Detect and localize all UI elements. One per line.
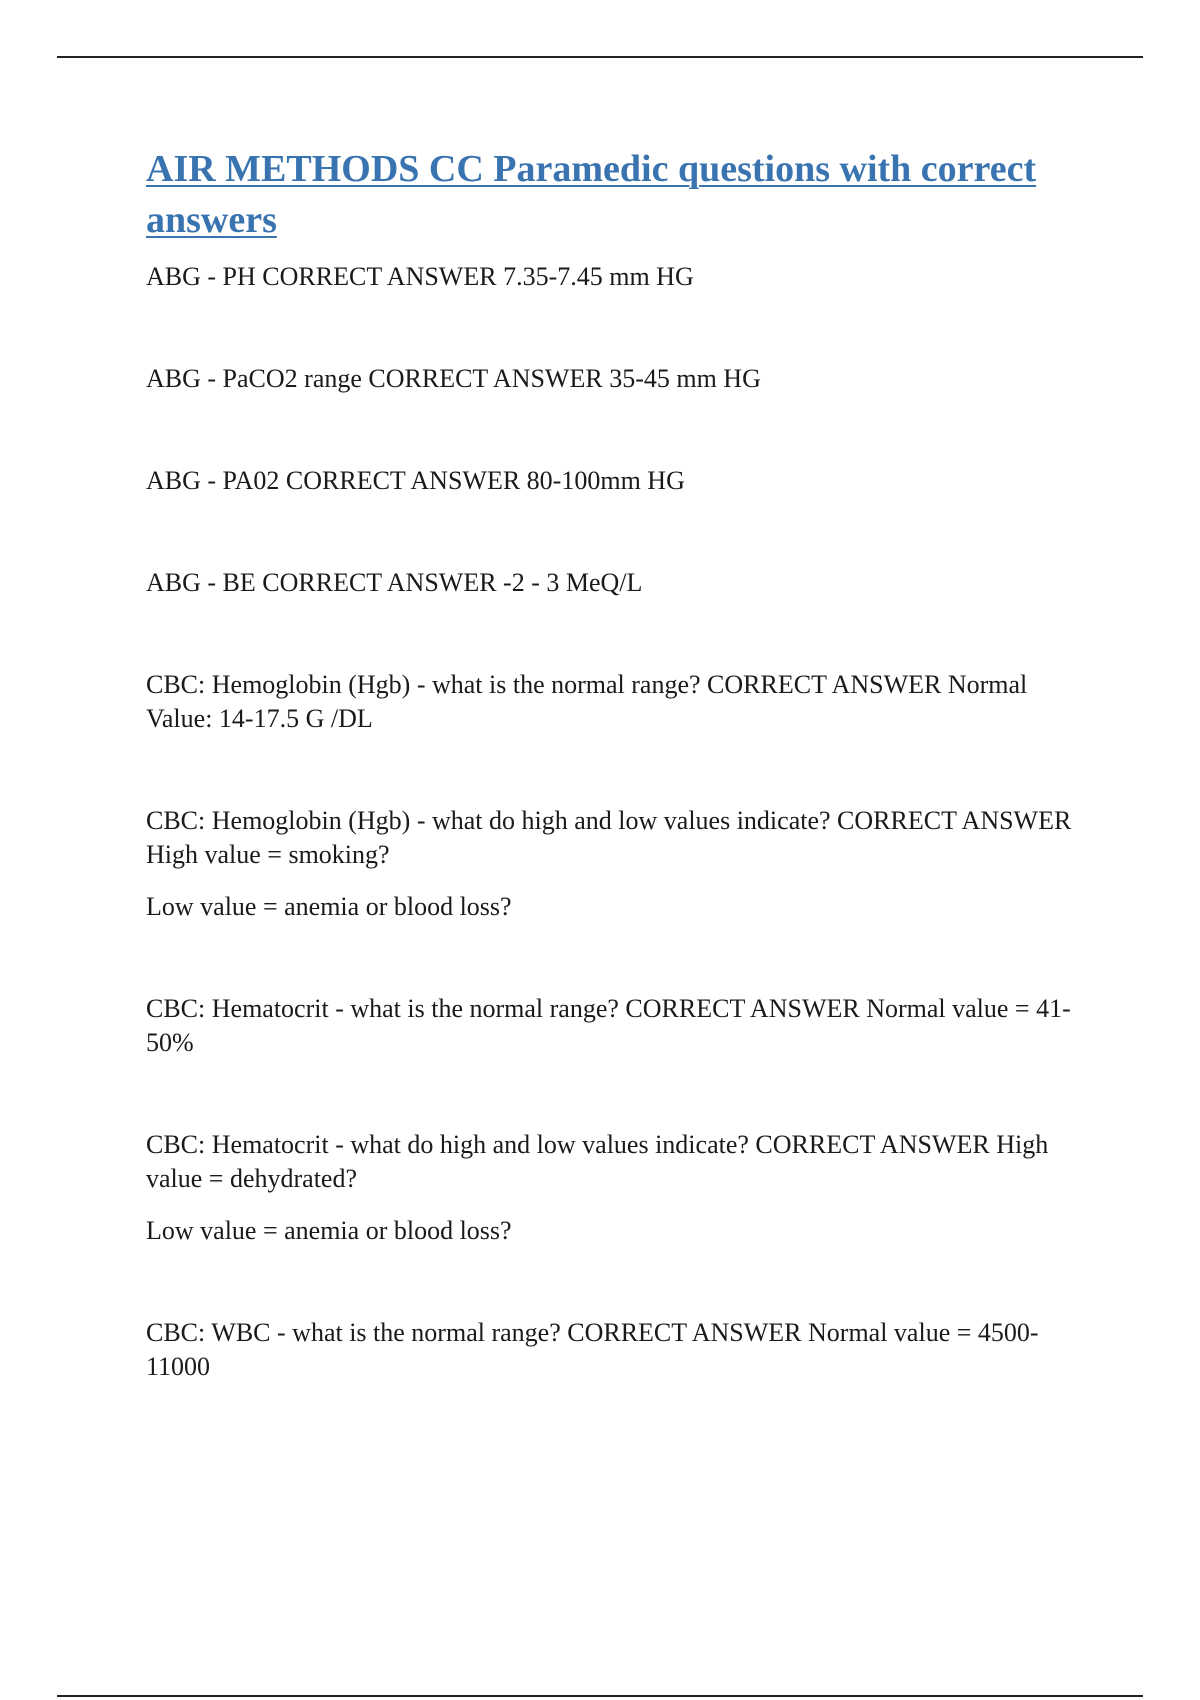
qa-item — [146, 1128, 1086, 1248]
qa-item — [146, 566, 1086, 600]
document-body — [146, 144, 1086, 1384]
qa-item — [146, 362, 1086, 396]
qa-extra-text: Low value = anemia or blood loss? — [146, 892, 512, 921]
qa-text: CBC: Hematocrit - what is the normal range? CORRECT ANSWER Normal value = 41-50% — [146, 994, 1071, 1057]
qa-extra-text: Low value = anemia or blood loss? — [146, 1216, 512, 1245]
qa-text: ABG - PaCO2 range CORRECT ANSWER 35-45 mm HG — [146, 364, 761, 393]
qa-text: CBC: WBC - what is the normal range? CORRECT ANSWER Normal value = 4500-11000 — [146, 1318, 1039, 1381]
qa-text: ABG - PH CORRECT ANSWER 7.35-7.45 mm HG — [146, 262, 694, 291]
qa-item — [146, 464, 1086, 498]
qa-item — [146, 668, 1086, 736]
qa-item — [146, 1316, 1086, 1384]
qa-text: CBC: Hemoglobin (Hgb) - what do high and low values indicate? CORRECT ANSWER High value = smoking? — [146, 806, 1072, 869]
qa-item — [146, 804, 1086, 924]
top-rule — [57, 56, 1143, 58]
bottom-rule — [57, 1695, 1143, 1697]
qa-text: CBC: Hemoglobin (Hgb) - what is the normal range? CORRECT ANSWER Normal Value: 14-17.5 G /DL — [146, 670, 1028, 733]
qa-text: ABG - BE CORRECT ANSWER -2 - 3 MeQ/L — [146, 568, 643, 597]
document-title: AIR METHODS CC Paramedic questions with correct answers — [146, 148, 1037, 241]
qa-item — [146, 992, 1086, 1060]
qa-item — [146, 260, 1086, 294]
qa-text: ABG - PA02 CORRECT ANSWER 80-100mm HG — [146, 466, 685, 495]
qa-text: CBC: Hematocrit - what do high and low values indicate? CORRECT ANSWER High value = dehydrated? — [146, 1130, 1049, 1193]
